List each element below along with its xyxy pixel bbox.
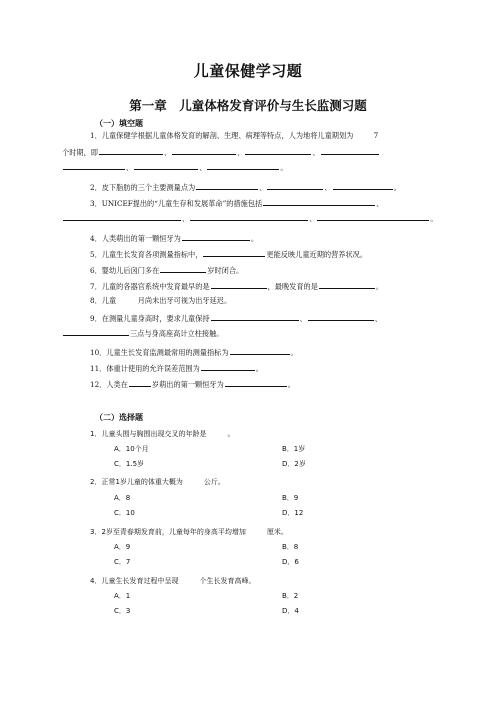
question-9-line-2: 三点与身高座高计立柱接触。 [62, 327, 223, 339]
mc-question-2: 2．正常1岁儿童的体重大概为 公斤。 [90, 478, 225, 486]
option-c[interactable]: C．10 [114, 509, 135, 517]
answer-blank[interactable] [160, 264, 206, 273]
question-9-line-1: 9．在测量儿童身高时，要求儿童保持 、 、 [90, 314, 382, 323]
option-b[interactable]: B．2 [282, 592, 299, 600]
option-d[interactable]: D．6 [282, 558, 299, 566]
answer-blank[interactable] [267, 181, 323, 190]
question-7: 7．儿童的各器官系统中发育最早的是 ，最晚发育的是 。 [90, 282, 384, 291]
answer-blank[interactable] [201, 362, 255, 371]
answer-blank[interactable] [225, 378, 287, 387]
question-6: 6．婴幼儿后囟门多在 岁时闭合。 [90, 266, 244, 275]
question-1-line-3: 、 、 。 [62, 161, 288, 173]
answer-blank[interactable] [308, 312, 374, 321]
answer-blank[interactable] [245, 146, 311, 155]
answer-blank[interactable] [203, 248, 265, 257]
question-3-line-2: 、 、 。 [62, 212, 438, 224]
answer-blank[interactable] [211, 312, 299, 321]
option-c[interactable]: C．1.5岁 [114, 460, 145, 468]
answer-blank[interactable] [134, 161, 198, 170]
answer-blank[interactable] [321, 146, 379, 155]
answer-blank[interactable] [63, 327, 129, 336]
option-d[interactable]: D．2岁 [282, 460, 306, 468]
question-5: 5．儿童生长发育各项测量指标中， 更能反映儿童近期的营养状况。 [90, 250, 368, 259]
option-a[interactable]: A．10个月 [114, 445, 149, 453]
answer-blank[interactable] [207, 161, 279, 170]
answer-blank[interactable] [63, 161, 125, 170]
option-c[interactable]: C．7 [114, 558, 131, 566]
question-4: 4．人类萌出的第一颗恒牙为 。 [90, 234, 259, 243]
answer-blank[interactable] [129, 378, 151, 387]
question-2: 2．皮下脂肪的三个主要测量点为 、 、 。 [90, 183, 401, 192]
option-b[interactable]: B．9 [282, 494, 299, 502]
option-d[interactable]: D．12 [282, 509, 304, 517]
chapter-heading: 第一章 儿童体格发育评价与生长监测习题 [129, 98, 367, 113]
mc-question-4: 4．儿童生长发育过程中呈现 个生长发育高峰。 [90, 577, 256, 585]
question-11: 11．体重计使用的允许误差范围为 。 [90, 364, 263, 373]
answer-blank[interactable] [182, 232, 250, 241]
answer-blank[interactable] [230, 346, 290, 355]
option-a[interactable]: A．1 [114, 592, 131, 600]
mc-question-3: 3．2岁至青春期发育前，儿童每年的身高平均增加 厘米。 [90, 528, 288, 536]
document-title: 儿童保健学习题 [193, 62, 303, 80]
option-d[interactable]: D．4 [282, 607, 299, 615]
answer-blank[interactable] [319, 280, 375, 289]
option-c[interactable]: C．3 [114, 607, 131, 615]
answer-blank[interactable] [333, 181, 393, 190]
question-12: 12．人类在 岁萌出的第一颗恒牙为 。 [90, 380, 295, 389]
option-a[interactable]: A．9 [114, 543, 131, 551]
mc-question-1: 1．儿童头围与胸围出现交叉的年龄是 。 [90, 430, 235, 438]
question-8: 8．儿童 月尚未出牙可视为出牙延迟。 [90, 296, 232, 305]
answer-blank[interactable] [99, 146, 163, 155]
option-b[interactable]: B．8 [282, 543, 299, 551]
question-3-line-1: 3．UNICEF提出的“儿童生存和发展革命”的措施包括 、 [90, 199, 384, 208]
answer-blank[interactable] [317, 212, 429, 221]
answer-blank[interactable] [190, 212, 308, 221]
question-1-line-1: 1．儿童保健学根据儿童体格发育的解剖、生理、病理等特点，人为地将儿童期划为 7 [90, 131, 379, 140]
answer-blank[interactable] [263, 197, 375, 206]
question-1-line-2: 个时期，即 、 、 、 [62, 146, 380, 158]
answer-blank[interactable] [63, 212, 181, 221]
answer-blank[interactable] [211, 280, 267, 289]
answer-blank[interactable] [172, 146, 236, 155]
multiple-choice-heading: （二）选择题 [95, 413, 143, 422]
fill-in-heading: （一）填空题 [95, 119, 143, 128]
answer-blank[interactable] [196, 181, 258, 190]
question-10: 10．儿童生长发育监测最常用的测量指标为 。 [90, 348, 298, 357]
option-a[interactable]: A．8 [114, 494, 131, 502]
option-b[interactable]: B．1岁 [282, 445, 306, 453]
